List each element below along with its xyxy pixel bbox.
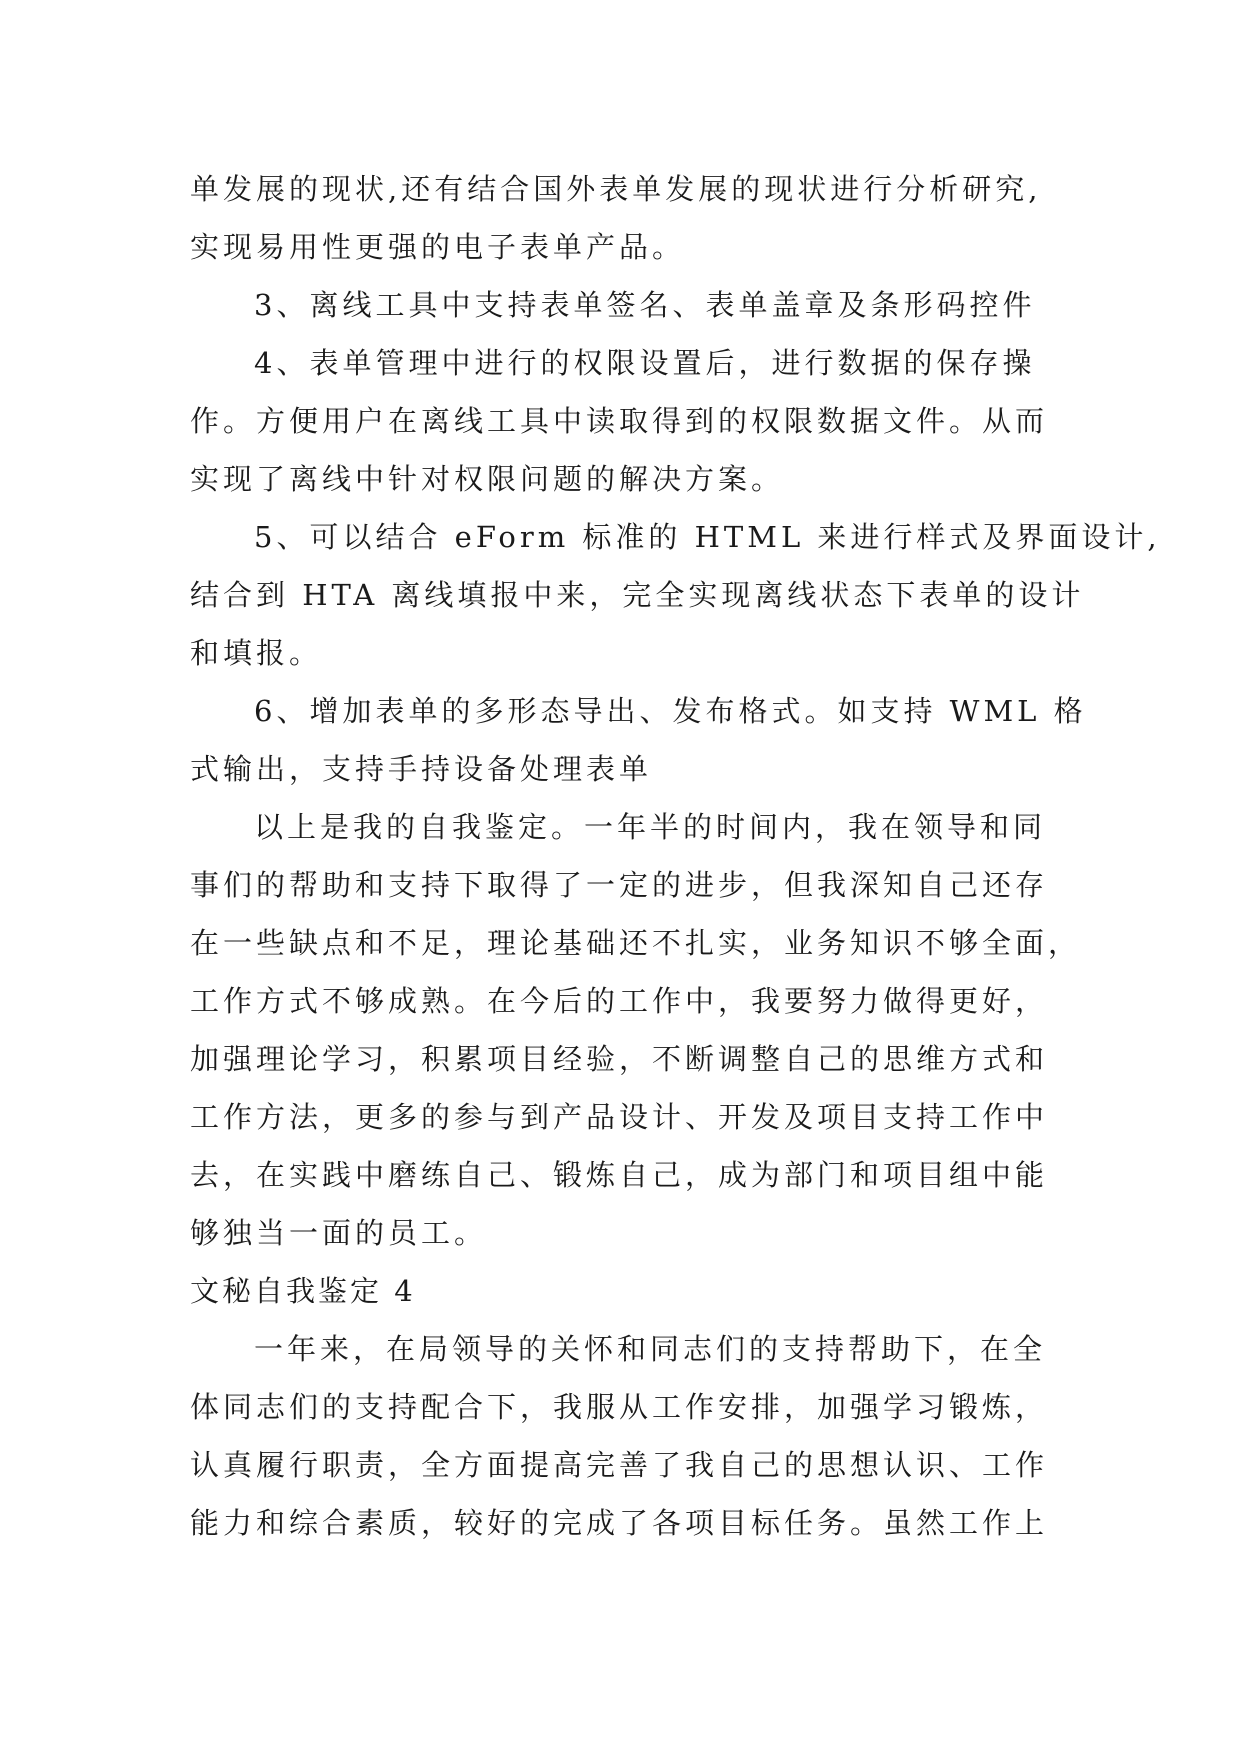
paragraph-line: 实现了离线中针对权限问题的解决方案。 — [190, 462, 785, 496]
paragraph-start: 以上是我的自我鉴定。一年半的时间内，我在领导和同 — [254, 810, 1047, 844]
section-heading: 文秘自我鉴定 4 — [190, 1274, 416, 1308]
paragraph-line: 单发展的现状,还有结合国外表单发展的现状进行分析研究, — [190, 172, 1042, 206]
paragraph-line: 作。方便用户在离线工具中读取得到的权限数据文件。从而 — [190, 404, 1049, 438]
paragraph-line: 能力和综合素质，较好的完成了各项目标任务。虽然工作上 — [190, 1506, 1049, 1540]
paragraph-line: 和填报。 — [190, 636, 323, 670]
paragraph-line: 工作方式不够成熟。在今后的工作中，我要努力做得更好， — [190, 984, 1049, 1018]
document-body — [190, 160, 1161, 1552]
paragraph-line: 实现易用性更强的电子表单产品。 — [190, 230, 686, 264]
paragraph-line: 认真履行职责，全方面提高完善了我自己的思想认识、工作 — [190, 1448, 1049, 1482]
paragraph-line: 体同志们的支持配合下，我服从工作安排，加强学习锻炼， — [190, 1390, 1049, 1424]
paragraph-line: 加强理论学习，积累项目经验，不断调整自己的思维方式和 — [190, 1042, 1049, 1076]
list-item-5: 5、可以结合 eForm 标准的 HTML 来进行样式及界面设计, — [254, 520, 1161, 554]
paragraph-line: 结合到 HTA 离线填报中来，完全实现离线状态下表单的设计 — [190, 578, 1085, 612]
paragraph-line: 去，在实践中磨练自己、锻炼自己，成为部门和项目组中能 — [190, 1158, 1049, 1192]
list-item-3: 3、离线工具中支持表单签名、表单盖章及条形码控件 — [254, 288, 1036, 322]
paragraph-line: 式输出，支持手持设备处理表单 — [190, 752, 653, 786]
paragraph-start: 一年来，在局领导的关怀和同志们的支持帮助下，在全 — [254, 1332, 1047, 1366]
paragraph-line: 在一些缺点和不足，理论基础还不扎实，业务知识不够全面， — [190, 926, 1082, 960]
paragraph-line: 事们的帮助和支持下取得了一定的进步，但我深知自己还存 — [190, 868, 1049, 902]
paragraph-line: 够独当一面的员工。 — [190, 1216, 488, 1250]
paragraph-line: 工作方法，更多的参与到产品设计、开发及项目支持工作中 — [190, 1100, 1049, 1134]
list-item-4: 4、表单管理中进行的权限设置后，进行数据的保存操 — [254, 346, 1036, 380]
list-item-6: 6、增加表单的多形态导出、发布格式。如支持 WML 格 — [254, 694, 1087, 728]
